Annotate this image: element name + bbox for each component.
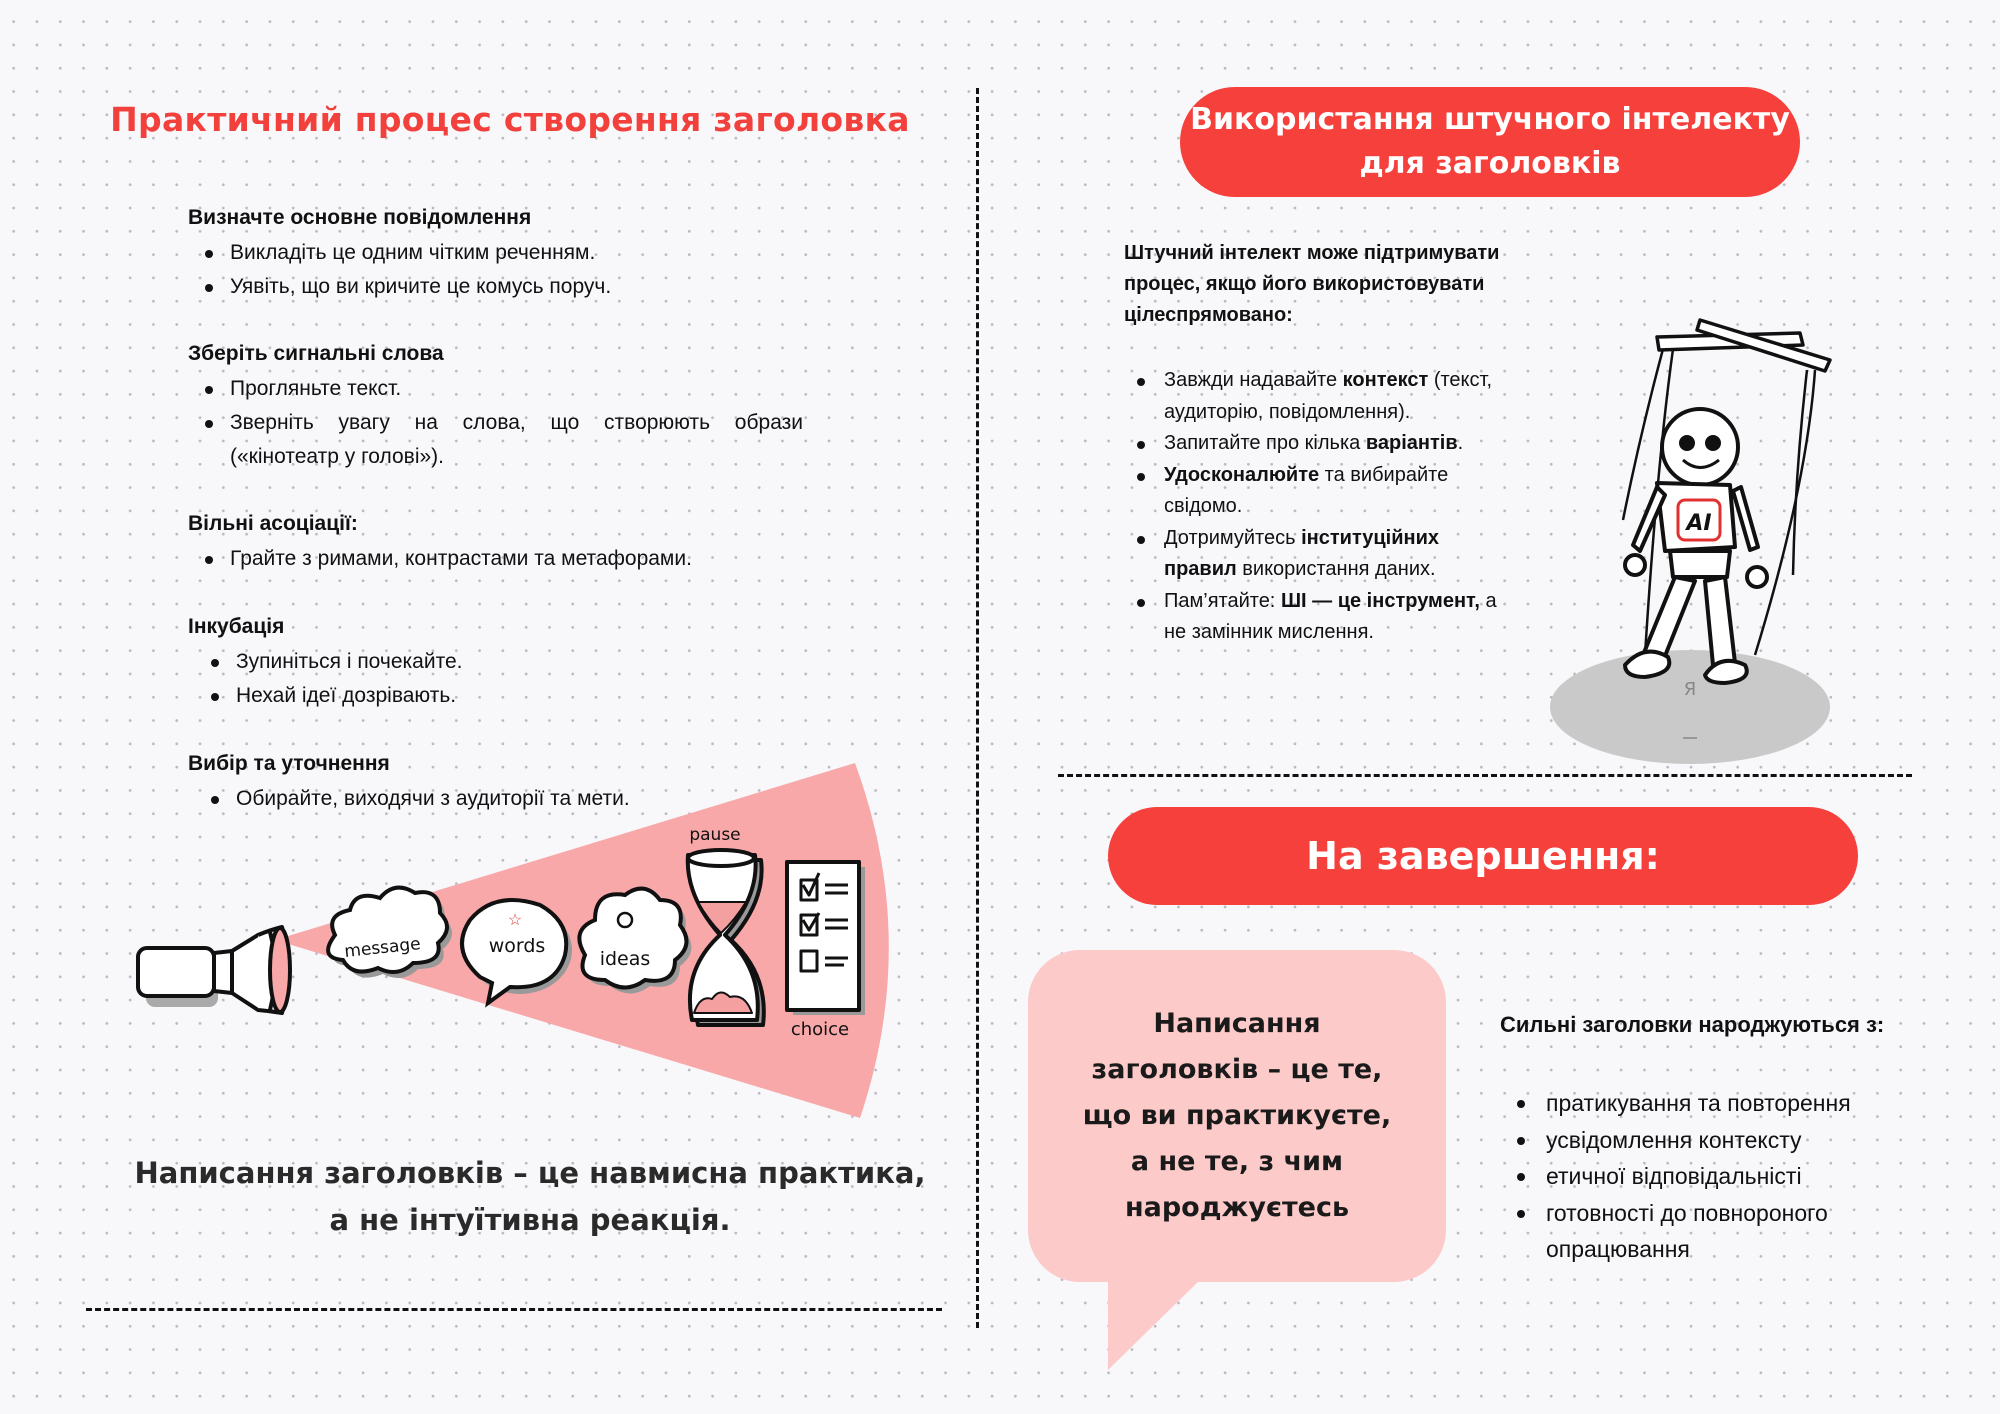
list-item: Уявіть, що ви кричите це комусь поруч. <box>188 270 803 304</box>
list-item: Викладіть це одним чітким реченням. <box>188 236 803 270</box>
section-signal-words <box>188 342 803 474</box>
ideas-cloud-icon <box>579 889 691 994</box>
message-cloud-icon <box>328 888 452 978</box>
list-item: усвідомлення контексту <box>1500 1122 1940 1159</box>
section-incubation <box>188 615 803 713</box>
list-item: готовності до повнороного опрацювання <box>1500 1195 1940 1268</box>
divider-horizontal-left <box>86 1308 942 1311</box>
section-heading: Визначте основне повідомлення <box>188 206 532 229</box>
robot-marionette-illustration <box>1545 315 1865 765</box>
section-heading: Зберіть сигнальні слова <box>188 342 444 365</box>
list-item: Зверніть увагу на слова, що створюють образи («кінотеатр у голові»). <box>188 406 803 474</box>
section-heading: Вибір та уточнення <box>188 752 390 775</box>
bubble-line: що ви практикуєте, <box>1082 1100 1392 1131</box>
checklist-icon <box>787 862 865 1040</box>
ai-intro-text: Штучний інтелект може підтримувати процес, якщо його використовувати цілеспрямовано: <box>1124 242 1500 326</box>
section-heading: Вільні асоціації: <box>188 512 358 535</box>
section-free-associations <box>188 512 803 576</box>
strong-headlines-list <box>1500 1085 1940 1268</box>
list-item: Прогляньте текст. <box>188 372 803 406</box>
list-item: етичної відповідальністі <box>1500 1158 1940 1195</box>
left-conclusion-quote <box>100 1150 960 1244</box>
robot-icon <box>1625 409 1767 683</box>
ai-title-line-1: Використання штучного інтелекту <box>1190 102 1790 137</box>
message-label: message <box>343 934 422 962</box>
section-define-message <box>188 206 803 304</box>
list-item: Завжди надавайте контекст (текст, аудиторію, повідомлення). <box>1124 365 1504 428</box>
floor-label: Я <box>1683 679 1697 700</box>
floor-shadow <box>1550 650 1830 764</box>
strong-headlines-title: Сильні заголовки народжуються з: <box>1500 1012 1885 1037</box>
speech-bubble-tail <box>1108 1280 1218 1372</box>
page-title-left: Практичний процес створення заголовка <box>110 100 910 139</box>
control-bar-icon <box>1657 320 1830 371</box>
ai-chest-label: AI <box>1686 511 1712 536</box>
bubble-line: заголовків – це те, <box>1091 1054 1383 1085</box>
list-item: Нехай ідеї дозрівають. <box>194 679 803 713</box>
divider-horizontal-right <box>1058 774 1912 777</box>
bubble-line: Написання <box>1153 1008 1321 1039</box>
ai-title-line-2: для заголовків <box>1359 146 1621 181</box>
list-item: Обирайте, виходячи з аудиторії та мети. <box>194 782 803 816</box>
list-item: Грайте з римами, контрастами та метафорами. <box>188 542 803 576</box>
list-item: пратикування та повторення <box>1500 1085 1940 1122</box>
bubble-line: народжуєтесь <box>1124 1192 1350 1223</box>
quote-line-1: Написання заголовків – це навмисна практика, <box>134 1156 926 1190</box>
svg-text:☆: ☆ <box>507 912 523 929</box>
section-heading: Інкубація <box>188 615 285 638</box>
list-item: Запитайте про кілька варіантів. <box>1124 428 1504 460</box>
divider-vertical <box>976 88 979 1328</box>
flashlight-illustration <box>120 755 920 1125</box>
ai-tips-list <box>1124 365 1504 649</box>
list-item: Пам’ятайте: ШІ — це інструмент, а не замінник мислення. <box>1124 586 1504 649</box>
bubble-body <box>1028 950 1446 1282</box>
list-item: Удосконалюйте та вибирайте свідомо. <box>1124 460 1504 523</box>
bubble-line: а не те, з чим <box>1130 1146 1344 1177</box>
quote-line-2: а не інтуїтивна реакція. <box>329 1203 731 1237</box>
list-item: Зупиніться і почекайте. <box>194 645 803 679</box>
conclusion-speech-bubble <box>1028 950 1446 1370</box>
ideas-label: ideas <box>599 948 651 970</box>
list-item: Дотримуйтесь інституційних правил використання даних. <box>1124 523 1504 586</box>
flashlight-icon <box>138 927 290 1013</box>
words-label: words <box>488 935 546 957</box>
pause-label: pause <box>689 825 741 845</box>
ai-section-title <box>1180 87 1800 197</box>
choice-label: choice <box>790 1019 850 1040</box>
conclusion-title: На завершення: <box>1108 807 1858 905</box>
